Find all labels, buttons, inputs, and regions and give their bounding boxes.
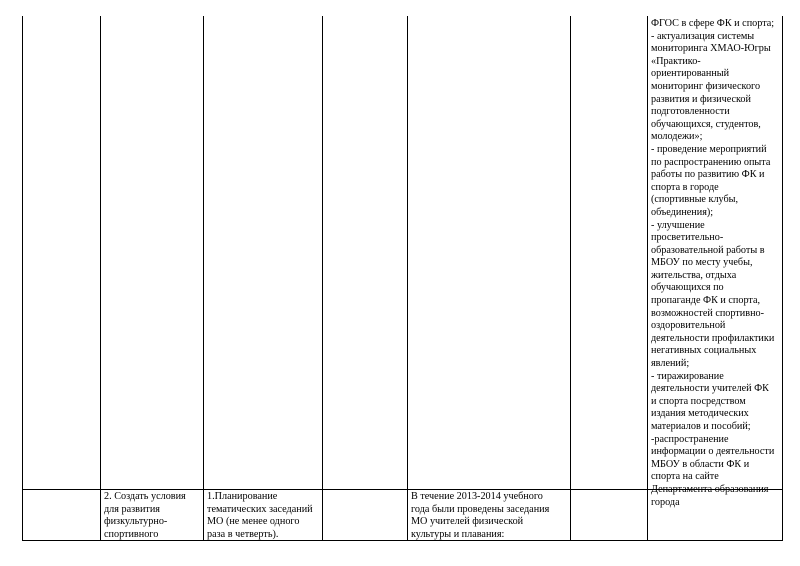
row2-col2-text: 2. Создать условия для развития физкультурно- спортивного: [104, 491, 186, 540]
row1-col7-text: ФГОС в сфере ФК и спорта; - актуализация системы мониторинга ХМАО-Югры «Практико- ориентированный мониторинг физического развития и физической подготовленности обучающихся, студентов, молодежи»; - проведение мероприятий по распространению опыта работы по развитию ФК и спорта в городе (спортивные клубы, объединения); - улучшение просветительно- образовательной работы в МБОУ по месту учебы, жительства, отдыха обучающихся по пропаганде ФК и спорта, возможностей спортивно- оздоровительной деятельности профилактики негативных социальных явлений; - тиражирование деятельности учителей ФК и спорта посредством издания методических материалов и пособий; -распространение информации о деятельности МБОУ в области ФК и спорта на сайте Департамента образования города: [651, 18, 775, 508]
table-border-left: [22, 16, 23, 541]
column-divider-3: [322, 16, 323, 541]
column-divider-5: [570, 16, 571, 541]
column-divider-2: [203, 16, 204, 541]
column-divider-6: [647, 16, 648, 541]
row2-col5-text: В течение 2013-2014 учебного года были проведены заседания МО учителей физической культуры и плавания:: [411, 491, 550, 540]
table-border-right: [782, 16, 783, 541]
column-divider-1: [100, 16, 101, 541]
column-divider-4: [407, 16, 408, 541]
row2-col3-text: 1.Планирование тематических заседаний МО (не менее одного раза в четверть).: [207, 491, 313, 540]
